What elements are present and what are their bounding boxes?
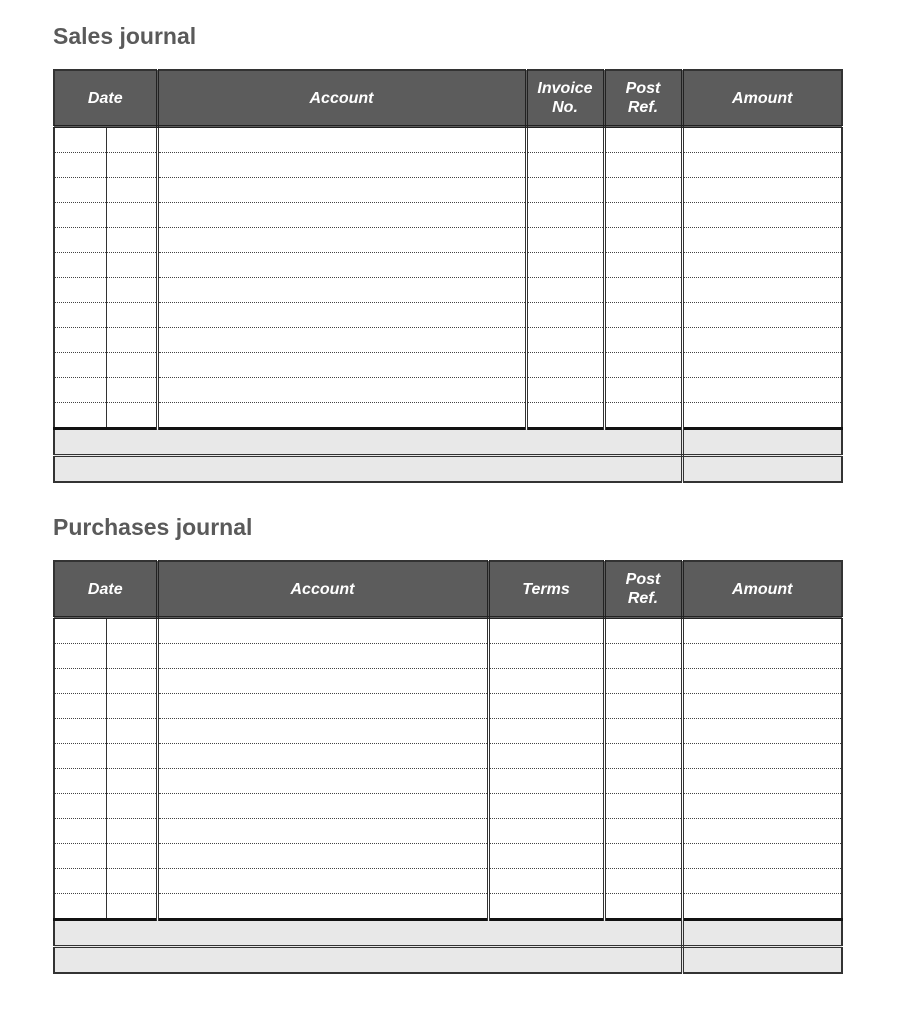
post-ref-cell[interactable]: [604, 894, 682, 920]
account-cell[interactable]: [157, 719, 488, 744]
amount-cell[interactable]: [682, 353, 842, 378]
amount-cell[interactable]: [682, 278, 842, 303]
column-header-account: Account: [157, 70, 526, 127]
col4-cell[interactable]: [488, 844, 604, 869]
amount-cell[interactable]: [682, 203, 842, 228]
date-day-cell[interactable]: [106, 794, 157, 819]
account-cell[interactable]: [157, 278, 526, 303]
account-cell[interactable]: [157, 253, 526, 278]
col4-cell[interactable]: [526, 278, 604, 303]
post-ref-cell[interactable]: [604, 819, 682, 844]
col4-cell[interactable]: [526, 378, 604, 403]
date-day-cell[interactable]: [106, 253, 157, 278]
account-cell[interactable]: [157, 769, 488, 794]
post-ref-cell[interactable]: [604, 153, 682, 178]
date-day-cell[interactable]: [106, 769, 157, 794]
account-cell[interactable]: [157, 127, 526, 153]
date-month-cell[interactable]: [54, 178, 106, 203]
date-day-cell[interactable]: [106, 303, 157, 328]
date-month-cell[interactable]: [54, 618, 106, 644]
date-month-cell[interactable]: [54, 744, 106, 769]
post-ref-cell[interactable]: [604, 253, 682, 278]
post-ref-cell[interactable]: [604, 328, 682, 353]
post-ref-cell[interactable]: [604, 694, 682, 719]
date-day-cell[interactable]: [106, 819, 157, 844]
account-cell[interactable]: [157, 328, 526, 353]
account-cell[interactable]: [157, 153, 526, 178]
col4-cell[interactable]: [488, 794, 604, 819]
journal-entry-row: [54, 203, 842, 228]
date-month-cell[interactable]: [54, 794, 106, 819]
amount-cell[interactable]: [682, 153, 842, 178]
post-ref-cell[interactable]: [604, 744, 682, 769]
date-month-cell[interactable]: [54, 819, 106, 844]
col4-cell[interactable]: [488, 894, 604, 920]
col4-cell[interactable]: [488, 769, 604, 794]
post-ref-cell[interactable]: [604, 303, 682, 328]
column-header-account: Account: [157, 561, 488, 618]
account-cell[interactable]: [157, 228, 526, 253]
journal-entry-row: [54, 328, 842, 353]
purchases-journal-body: [54, 618, 842, 920]
journal-entry-row: [54, 894, 842, 920]
total-cell[interactable]: [54, 429, 682, 456]
date-month-cell[interactable]: [54, 153, 106, 178]
journal-entry-row: [54, 844, 842, 869]
col4-cell[interactable]: [488, 869, 604, 894]
journal-entry-row: [54, 819, 842, 844]
amount-cell[interactable]: [682, 403, 842, 429]
account-cell[interactable]: [157, 844, 488, 869]
date-month-cell[interactable]: [54, 253, 106, 278]
amount-cell[interactable]: [682, 253, 842, 278]
date-month-cell[interactable]: [54, 644, 106, 669]
post-ref-cell[interactable]: [604, 378, 682, 403]
account-cell[interactable]: [157, 819, 488, 844]
date-month-cell[interactable]: [54, 228, 106, 253]
col4-cell[interactable]: [526, 403, 604, 429]
date-month-cell[interactable]: [54, 694, 106, 719]
date-day-cell[interactable]: [106, 844, 157, 869]
col4-cell[interactable]: [488, 694, 604, 719]
date-day-cell[interactable]: [106, 719, 157, 744]
total-amount-cell[interactable]: [682, 429, 842, 456]
purchases-journal: [53, 560, 841, 974]
amount-cell[interactable]: [682, 869, 842, 894]
col4-cell[interactable]: [526, 178, 604, 203]
account-cell[interactable]: [157, 403, 526, 429]
account-cell[interactable]: [157, 894, 488, 920]
date-day-cell[interactable]: [106, 328, 157, 353]
account-cell[interactable]: [157, 644, 488, 669]
amount-cell[interactable]: [682, 719, 842, 744]
date-month-cell[interactable]: [54, 303, 106, 328]
column-header-post-ref: Post Ref.: [604, 70, 682, 127]
account-cell[interactable]: [157, 794, 488, 819]
date-month-cell[interactable]: [54, 869, 106, 894]
amount-cell[interactable]: [682, 694, 842, 719]
account-cell[interactable]: [157, 178, 526, 203]
col4-cell[interactable]: [526, 328, 604, 353]
sales-journal: [53, 69, 841, 483]
post-ref-cell[interactable]: [604, 618, 682, 644]
post-ref-cell[interactable]: [604, 403, 682, 429]
journal-entry-row: [54, 618, 842, 644]
post-ref-cell[interactable]: [604, 178, 682, 203]
amount-cell[interactable]: [682, 644, 842, 669]
amount-cell[interactable]: [682, 894, 842, 920]
amount-cell[interactable]: [682, 819, 842, 844]
amount-cell[interactable]: [682, 328, 842, 353]
journal-entry-row: [54, 869, 842, 894]
col4-cell[interactable]: [526, 203, 604, 228]
date-month-cell[interactable]: [54, 844, 106, 869]
date-day-cell[interactable]: [106, 618, 157, 644]
col4-cell[interactable]: [526, 153, 604, 178]
journal-entry-row: [54, 744, 842, 769]
journal-entry-row: [54, 178, 842, 203]
amount-cell[interactable]: [682, 769, 842, 794]
date-day-cell[interactable]: [106, 353, 157, 378]
journal-entry-row: [54, 353, 842, 378]
amount-cell[interactable]: [682, 378, 842, 403]
account-cell[interactable]: [157, 378, 526, 403]
col4-cell[interactable]: [488, 644, 604, 669]
column-header-date: Date: [54, 70, 157, 127]
date-day-cell[interactable]: [106, 178, 157, 203]
date-day-cell[interactable]: [106, 894, 157, 920]
amount-cell[interactable]: [682, 794, 842, 819]
account-cell[interactable]: [157, 869, 488, 894]
total-cell[interactable]: [54, 456, 682, 483]
post-ref-cell[interactable]: [604, 794, 682, 819]
date-month-cell[interactable]: [54, 203, 106, 228]
date-month-cell[interactable]: [54, 669, 106, 694]
date-month-cell[interactable]: [54, 278, 106, 303]
account-cell[interactable]: [157, 669, 488, 694]
post-ref-cell[interactable]: [604, 127, 682, 153]
col4-cell[interactable]: [526, 127, 604, 153]
account-cell[interactable]: [157, 203, 526, 228]
journal-entry-row: [54, 694, 842, 719]
col4-cell[interactable]: [526, 303, 604, 328]
date-month-cell[interactable]: [54, 894, 106, 920]
date-day-cell[interactable]: [106, 153, 157, 178]
date-month-cell[interactable]: [54, 127, 106, 153]
journal-entry-row: [54, 644, 842, 669]
post-ref-cell[interactable]: [604, 669, 682, 694]
account-cell[interactable]: [157, 353, 526, 378]
col4-cell[interactable]: [526, 253, 604, 278]
total-amount-cell[interactable]: [682, 920, 842, 947]
journal-entry-row: [54, 719, 842, 744]
journal-entry-row: [54, 127, 842, 153]
date-month-cell[interactable]: [54, 769, 106, 794]
account-cell[interactable]: [157, 303, 526, 328]
date-month-cell[interactable]: [54, 719, 106, 744]
amount-cell[interactable]: [682, 303, 842, 328]
post-ref-cell[interactable]: [604, 719, 682, 744]
post-ref-cell[interactable]: [604, 869, 682, 894]
total-amount-cell[interactable]: [682, 456, 842, 483]
col4-cell[interactable]: [488, 819, 604, 844]
column-header-amount: Amount: [682, 70, 842, 127]
date-day-cell[interactable]: [106, 127, 157, 153]
total-cell[interactable]: [54, 920, 682, 947]
date-day-cell[interactable]: [106, 669, 157, 694]
journal-entry-row: [54, 303, 842, 328]
date-day-cell[interactable]: [106, 278, 157, 303]
col4-cell[interactable]: [488, 719, 604, 744]
date-month-cell[interactable]: [54, 403, 106, 429]
amount-cell[interactable]: [682, 844, 842, 869]
col4-cell[interactable]: [488, 618, 604, 644]
col4-cell[interactable]: [526, 353, 604, 378]
col4-cell[interactable]: [488, 744, 604, 769]
sales-journal-body: [54, 127, 842, 429]
col4-cell[interactable]: [488, 669, 604, 694]
amount-cell[interactable]: [682, 127, 842, 153]
amount-cell[interactable]: [682, 228, 842, 253]
sales-journal-table: [53, 69, 843, 483]
date-day-cell[interactable]: [106, 744, 157, 769]
journal-entry-row: [54, 278, 842, 303]
date-day-cell[interactable]: [106, 694, 157, 719]
purchases-journal-total-row: [54, 920, 842, 947]
account-cell[interactable]: [157, 618, 488, 644]
amount-cell[interactable]: [682, 178, 842, 203]
post-ref-cell[interactable]: [604, 844, 682, 869]
sales-journal-title: Sales journal: [53, 23, 197, 49]
sales-journal-total-row: [54, 456, 842, 483]
date-day-cell[interactable]: [106, 203, 157, 228]
column-header-terms: Terms: [488, 561, 604, 618]
sales-journal-header-row: [54, 70, 842, 127]
post-ref-cell[interactable]: [604, 769, 682, 794]
journal-entry-row: [54, 669, 842, 694]
date-day-cell[interactable]: [106, 228, 157, 253]
date-day-cell[interactable]: [106, 403, 157, 429]
post-ref-cell[interactable]: [604, 644, 682, 669]
purchases-journal-title: Purchases journal: [53, 514, 253, 540]
amount-cell[interactable]: [682, 669, 842, 694]
purchases-journal-header-row: [54, 561, 842, 618]
post-ref-cell[interactable]: [604, 228, 682, 253]
purchases-journal-total-row: [54, 947, 842, 974]
date-month-cell[interactable]: [54, 353, 106, 378]
total-amount-cell[interactable]: [682, 947, 842, 974]
date-month-cell[interactable]: [54, 328, 106, 353]
date-day-cell[interactable]: [106, 644, 157, 669]
journal-entry-row: [54, 378, 842, 403]
journal-entry-row: [54, 153, 842, 178]
total-cell[interactable]: [54, 947, 682, 974]
journal-entry-row: [54, 228, 842, 253]
col4-cell[interactable]: [526, 228, 604, 253]
journal-entry-row: [54, 403, 842, 429]
column-header-invoice-no: Invoice No.: [526, 70, 604, 127]
sales-journal-total-row: [54, 429, 842, 456]
post-ref-cell[interactable]: [604, 278, 682, 303]
date-day-cell[interactable]: [106, 378, 157, 403]
purchases-journal-table: [53, 560, 843, 974]
post-ref-cell[interactable]: [604, 203, 682, 228]
journal-entry-row: [54, 794, 842, 819]
amount-cell[interactable]: [682, 618, 842, 644]
account-cell[interactable]: [157, 694, 488, 719]
account-cell[interactable]: [157, 744, 488, 769]
amount-cell[interactable]: [682, 744, 842, 769]
date-month-cell[interactable]: [54, 378, 106, 403]
journal-entry-row: [54, 769, 842, 794]
column-header-post-ref: Post Ref.: [604, 561, 682, 618]
column-header-date: Date: [54, 561, 157, 618]
date-day-cell[interactable]: [106, 869, 157, 894]
post-ref-cell[interactable]: [604, 353, 682, 378]
column-header-amount: Amount: [682, 561, 842, 618]
journal-entry-row: [54, 253, 842, 278]
